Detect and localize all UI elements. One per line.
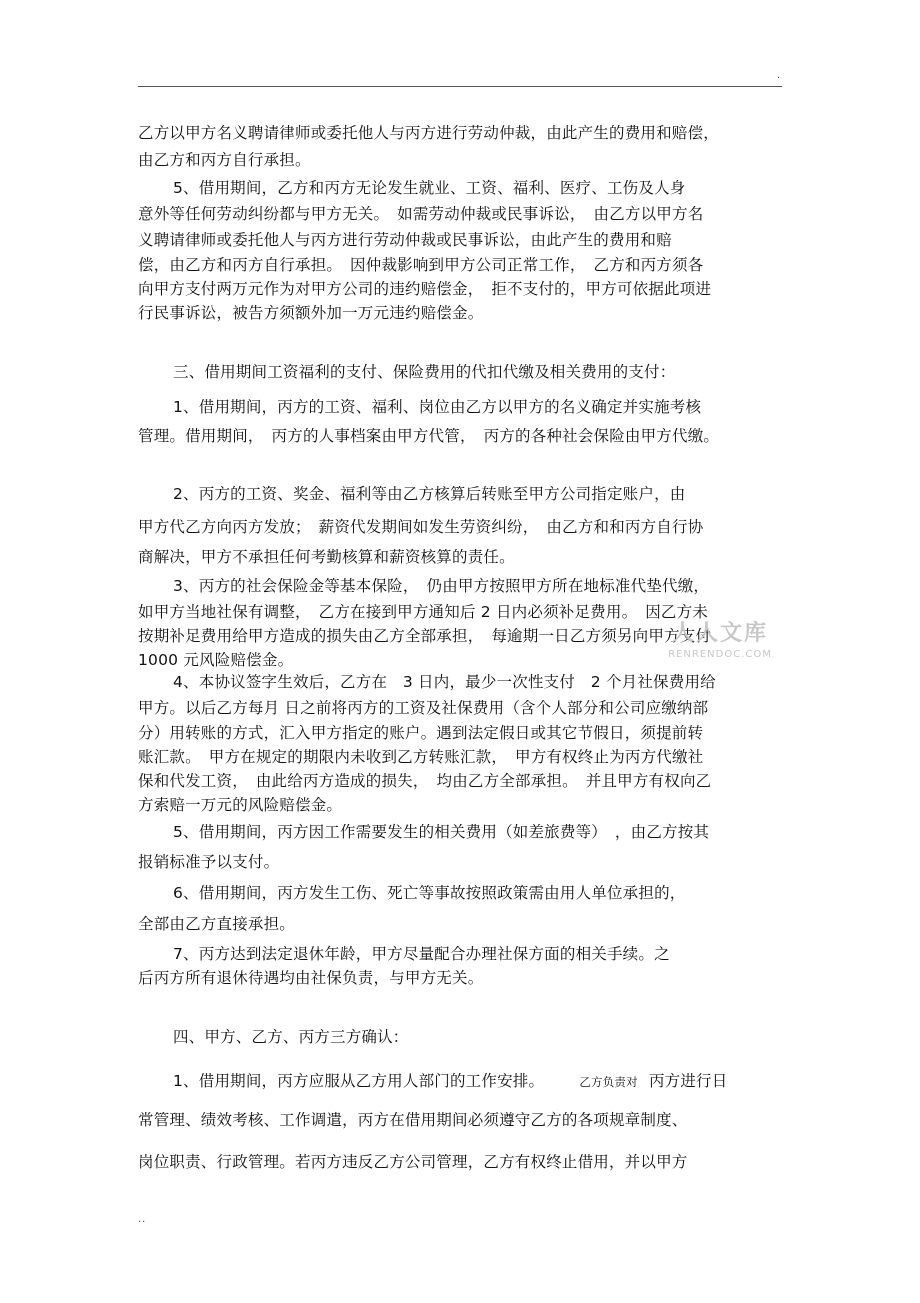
text-segment-small: 乙方负责对 bbox=[579, 1075, 638, 1089]
text-line: 按期补足费用给甲方造成的损失由乙方全部承担， 每逾期一日乙方须另向甲方支付 bbox=[138, 627, 712, 645]
section-heading: 四、甲方、乙方、丙方三方确认： bbox=[173, 1028, 409, 1046]
text-line: 后丙方所有退休待遇均由社保负责，与甲方无关。 bbox=[138, 969, 484, 987]
text-line: 管理。借用期间， 丙方的人事档案由甲方代管， 丙方的各种社会保险由甲方代缴。 bbox=[138, 427, 720, 445]
text-line: 3、丙方的社会保险金等基本保险， 仍由甲方按照甲方所在地标准代垫代缴， bbox=[173, 577, 710, 595]
text-line: 偿，由乙方和丙方自行承担。 因仲裁影响到甲方公司正常工作， 乙方和丙方须各 bbox=[138, 256, 704, 274]
text-line: 商解决，甲方不承担任何考勤核算和薪资核算的责任。 bbox=[138, 548, 515, 566]
text-line: 义聘请律师或委托他人与丙方进行劳动仲裁或民事诉讼，由此产生的费用和赔 bbox=[138, 231, 672, 249]
text-line: 甲方。以后乙方每月 日之前将丙方的工资及社保费用（含个人部分和公司应缴纳部 bbox=[138, 699, 709, 717]
text-line: 1000 元风险赔偿金。 bbox=[138, 651, 294, 669]
text-segment: 丙方进行日 bbox=[648, 1072, 728, 1090]
section-heading: 三、借用期间工资福利的支付、保险费用的代扣代缴及相关费用的支付： bbox=[173, 363, 676, 381]
text-line: 5、借用期间，乙方和丙方无论发生就业、工资、福利、医疗、工伤及人身 bbox=[173, 179, 686, 197]
text-line: 意外等任何劳动纠纷都与甲方无关。 如需劳动仲裁或民事诉讼， 由乙方以甲方名 bbox=[138, 205, 704, 223]
text-line: 全部由乙方直接承担。 bbox=[138, 915, 296, 933]
text-line: 乙方以甲方名义聘请律师或委托他人与丙方进行劳动仲裁，由此产生的费用和赔偿， bbox=[138, 124, 719, 142]
text-segment: 1、借用期间，丙方应服从乙方用人部门的工作安排。 bbox=[173, 1072, 545, 1090]
text-line: 1、借用期间，丙方的工资、福利、岗位由乙方以甲方的名义确定并实施考核 bbox=[173, 398, 702, 416]
text-line: 2、丙方的工资、奖金、福利等由乙方核算后转账至甲方公司指定账户，由 bbox=[173, 485, 686, 503]
header-corner-mark: . bbox=[777, 70, 781, 81]
text-line: 4、本协议签字生效后，乙方在 3 日内，最少一次性支付 2 个月社保费用给 bbox=[173, 673, 716, 691]
text-line: 保和代发工资， 由此给丙方造成的损失， 均由乙方全部承担。 并且甲方有权向乙 bbox=[138, 772, 712, 790]
text-line: 分）用转账的方式，汇入甲方指定的账户。遇到法定假日或其它节假日，须提前转 bbox=[138, 724, 704, 742]
text-line: 报销标准予以支付。 bbox=[138, 853, 280, 871]
text-line: 账汇款。 甲方在规定的期限内未收到乙方转账汇款， 甲方有权终止为丙方代缴社 bbox=[138, 748, 704, 766]
text-line: 由乙方和丙方自行承担。 bbox=[138, 151, 311, 169]
text-line: 7、丙方达到法定退休年龄，甲方尽量配合办理社保方面的相关手续。之 bbox=[173, 945, 670, 963]
watermark-domain: RENRENDOC.COM bbox=[668, 649, 772, 660]
header-rule bbox=[138, 86, 782, 87]
text-line: 向甲方支付两万元作为对甲方公司的违约赔偿金， 拒不支付的，甲方可依据此项进 bbox=[138, 280, 712, 298]
text-line: 岗位职责、行政管理。若丙方违反乙方公司管理，乙方有权终止借用，并以甲方 bbox=[138, 1153, 688, 1171]
watermark-logo bbox=[660, 616, 780, 660]
footer-corner-mark: .. bbox=[138, 1214, 147, 1225]
text-line: 行民事诉讼，被告方须额外加一万元违约赔偿金。 bbox=[138, 304, 484, 322]
watermark-name: 人人文库 bbox=[671, 621, 768, 646]
text-line: 甲方代乙方向丙方发放； 薪资代发期间如发生劳资纠纷， 由乙方和和丙方自行协 bbox=[138, 518, 704, 536]
text-line: 5、借用期间，丙方因工作需要发生的相关费用（如差旅费等） ，由乙方按其 bbox=[173, 823, 710, 841]
text-line: 如甲方当地社保有调整， 乙方在接到甲方通知后 2 日内必须补足费用。 因乙方未 bbox=[138, 603, 709, 621]
text-line: 6、借用期间，丙方发生工伤、死亡等事故按照政策需由用人单位承担的， bbox=[173, 884, 686, 902]
text-line bbox=[173, 1071, 788, 1092]
text-line: 常管理、绩效考核、工作调遣，丙方在借用期间必须遵守乙方的各项规章制度、 bbox=[138, 1111, 688, 1129]
text-line: 方索赔一万元的风险赔偿金。 bbox=[138, 796, 343, 814]
